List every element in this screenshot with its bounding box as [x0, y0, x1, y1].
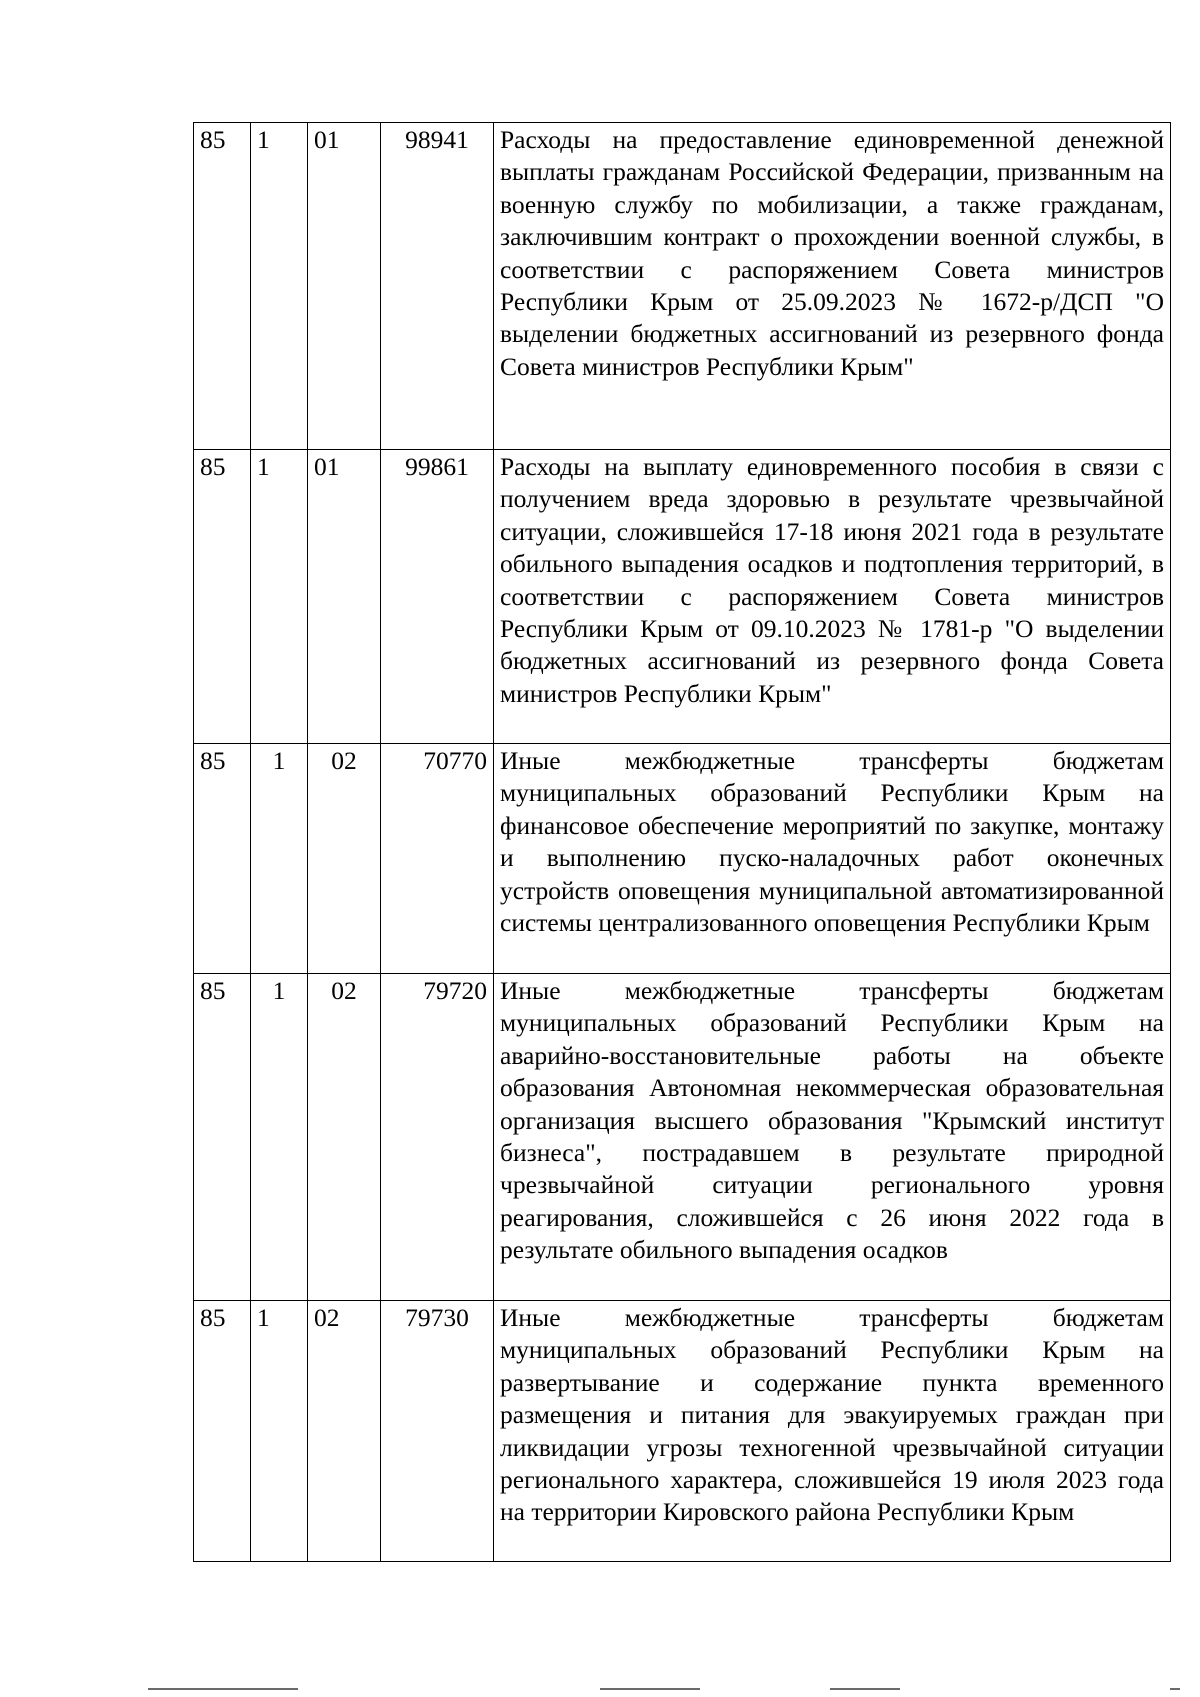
code-cell-1: 85	[194, 123, 251, 450]
table-row	[194, 744, 1171, 974]
code-cell-1: 85	[194, 1301, 251, 1562]
code-cell-2: 1	[251, 450, 308, 744]
scan-artifact-line	[830, 1688, 900, 1690]
table-row	[194, 450, 1171, 744]
description-cell: Иные межбюджетные трансферты бюджетам муниципальных образований Республики Крым на аварийно-восстановительные работы на объекте образования Автономная некоммерческая образовательная организация высшего образования "Крымский институт бизнеса", пострадавшем в результате природной чрезвычайной ситуации регионального уровня реагирования, сложившейся с 26 июня 2022 года в результате обильного выпадения осадков	[494, 974, 1171, 1301]
code-cell-4: 79730	[381, 1301, 494, 1562]
code-cell-3: 02	[308, 744, 381, 974]
code-cell-2: 1	[251, 744, 308, 974]
table-row	[194, 123, 1171, 450]
code-cell-2: 1	[251, 123, 308, 450]
description-cell: Расходы на предоставление единовременной денежной выплаты гражданам Российской Федерации, призванным на военную службу по мобилизации, а также гражданам, заключившим контракт о прохождении военной службы, в соответствии с распоряжением Совета министров Республики Крым от 25.09.2023 № 1672-р/ДСП "О выделении бюджетных ассигнований из резервного фонда Совета министров Республики Крым"	[494, 123, 1171, 450]
code-cell-3: 02	[308, 974, 381, 1301]
table-row	[194, 1301, 1171, 1562]
code-cell-3: 01	[308, 123, 381, 450]
table-row	[194, 974, 1171, 1301]
budget-codes-table	[193, 122, 1171, 1562]
code-cell-4: 99861	[381, 450, 494, 744]
code-cell-2: 1	[251, 1301, 308, 1562]
code-cell-4: 70770	[381, 744, 494, 974]
scan-artifact-line	[148, 1688, 298, 1690]
code-cell-1: 85	[194, 974, 251, 1301]
code-cell-3: 02	[308, 1301, 381, 1562]
code-cell-4: 98941	[381, 123, 494, 450]
scan-artifact-line	[600, 1688, 700, 1690]
code-cell-1: 85	[194, 744, 251, 974]
description-cell: Иные межбюджетные трансферты бюджетам муниципальных образований Республики Крым на финансовое обеспечение мероприятий по закупке, монтажу и выполнению пуско-наладочных работ оконечных устройств оповещения муниципальной автоматизированной системы централизованного оповещения Республики Крым	[494, 744, 1171, 974]
description-cell: Расходы на выплату единовременного пособия в связи с получением вреда здоровью в результате чрезвычайной ситуации, сложившейся 17-18 июня 2021 года в результате обильного выпадения осадков и подтопления территорий, в соответствии с распоряжением Совета министров Республики Крым от 09.10.2023 № 1781-р "О выделении бюджетных ассигнований из резервного фонда Совета министров Республики Крым"	[494, 450, 1171, 744]
code-cell-1: 85	[194, 450, 251, 744]
code-cell-4: 79720	[381, 974, 494, 1301]
code-cell-3: 01	[308, 450, 381, 744]
description-cell: Иные межбюджетные трансферты бюджетам муниципальных образований Республики Крым на развертывание и содержание пункта временного размещения и питания для эвакуируемых граждан при ликвидации угрозы техногенной чрезвычайной ситуации регионального характера, сложившейся 19 июля 2023 года на территории Кировского района Республики Крым	[494, 1301, 1171, 1562]
scan-artifact-line	[1170, 1688, 1180, 1690]
code-cell-2: 1	[251, 974, 308, 1301]
